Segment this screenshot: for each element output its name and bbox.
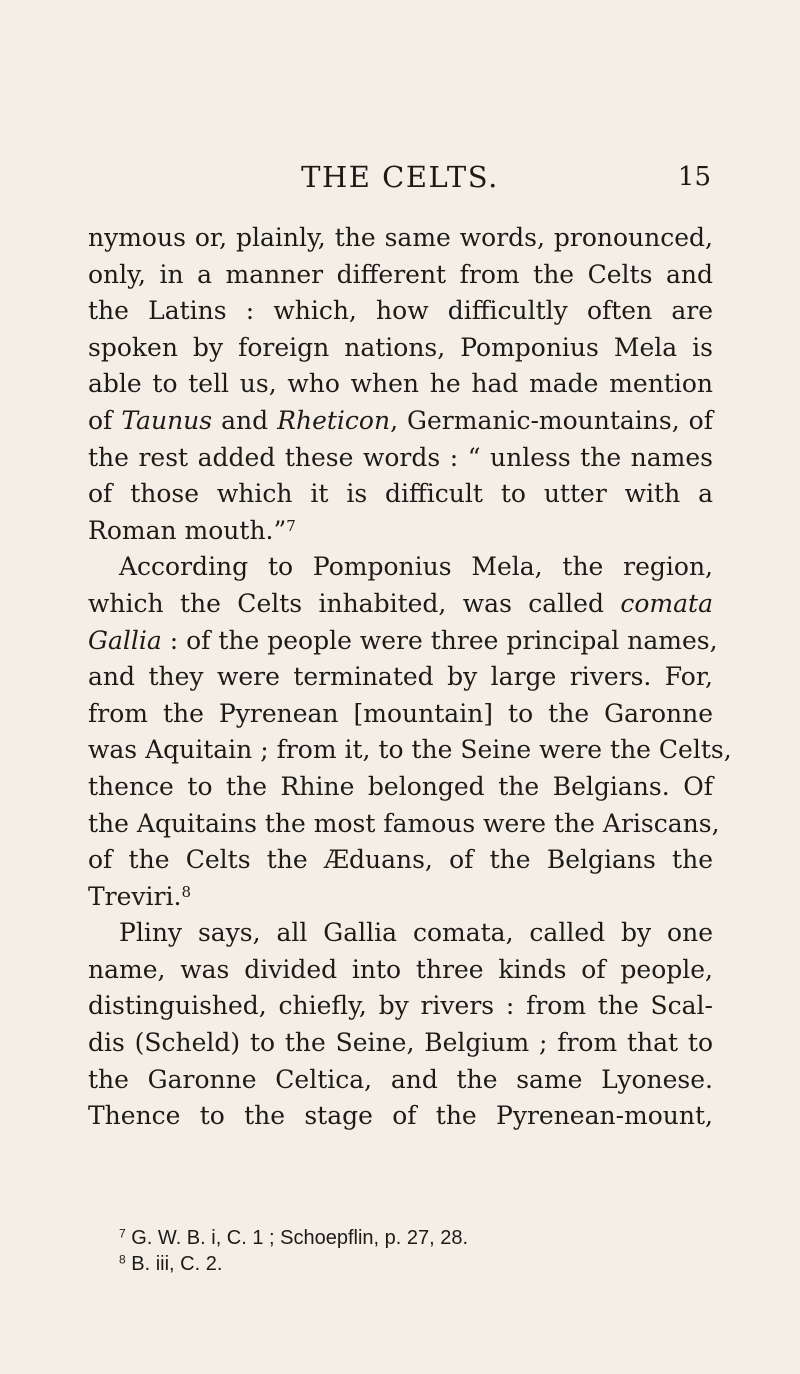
text-line: of those which it is difficult to utter with a bbox=[88, 479, 713, 509]
body-text bbox=[88, 220, 732, 1135]
text-line: and they were terminated by large rivers. For, bbox=[88, 662, 713, 692]
footnote: $^7$ G. W. B. i, C. 1 ; Schoepflin, p. 27, 28. bbox=[119, 1226, 469, 1249]
text-line: spoken by foreign nations, Pomponius Mela is bbox=[88, 332, 713, 362]
text-line: the rest added these words : “ unless the names bbox=[88, 442, 713, 472]
text-line: name, was divided into three kinds of people, bbox=[88, 954, 713, 984]
text-line: which the Celts inhabited, was called comata bbox=[88, 588, 713, 618]
footnotes bbox=[119, 1225, 719, 1277]
text-line: Treviri.$^8$ bbox=[88, 881, 191, 911]
text-line: of the Celts the Æduans, of the Belgians the bbox=[88, 845, 713, 875]
text-line: the Latins : which, how difficultly often are bbox=[88, 296, 713, 326]
text-line: the Aquitains the most famous were the Ariscans, bbox=[88, 808, 720, 838]
text-line: able to tell us, who when he had made mention bbox=[88, 369, 713, 399]
page-header bbox=[0, 160, 800, 200]
text-line: of Taunus and Rheticon, Germanic-mountains, of bbox=[88, 405, 713, 435]
text-line: dis (Scheld) to the Seine, Belgium ; from that to bbox=[88, 1028, 713, 1058]
text-line: only, in a manner different from the Celts and bbox=[88, 259, 713, 289]
text-line: nymous or, plainly, the same words, pronounced, bbox=[88, 223, 713, 252]
footnote: $^8$ B. iii, C. 2. bbox=[119, 1252, 223, 1275]
page-number: 15 bbox=[677, 162, 711, 192]
text-line: was Aquitain ; from it, to the Seine were the Celts, bbox=[88, 735, 732, 765]
text-line: distinguished, chiefly, by rivers : from the Scal- bbox=[88, 991, 713, 1021]
text-line: Roman mouth.”$^7$ bbox=[88, 515, 296, 545]
text-line: Gallia : of the people were three principal names, bbox=[88, 625, 718, 655]
running-title: THE CELTS. bbox=[301, 160, 499, 194]
text-line: the Garonne Celtica, and the same Lyonese. bbox=[88, 1064, 713, 1094]
text-line: thence to the Rhine belonged the Belgians. Of bbox=[88, 771, 713, 801]
text-line: from the Pyrenean [mountain] to the Garonne bbox=[88, 698, 713, 728]
text-line: According to Pomponius Mela, the region, bbox=[119, 552, 713, 582]
text-line: Pliny says, all Gallia comata, called by one bbox=[119, 918, 713, 948]
text-line: Thence to the stage of the Pyrenean-mount, bbox=[88, 1101, 713, 1131]
